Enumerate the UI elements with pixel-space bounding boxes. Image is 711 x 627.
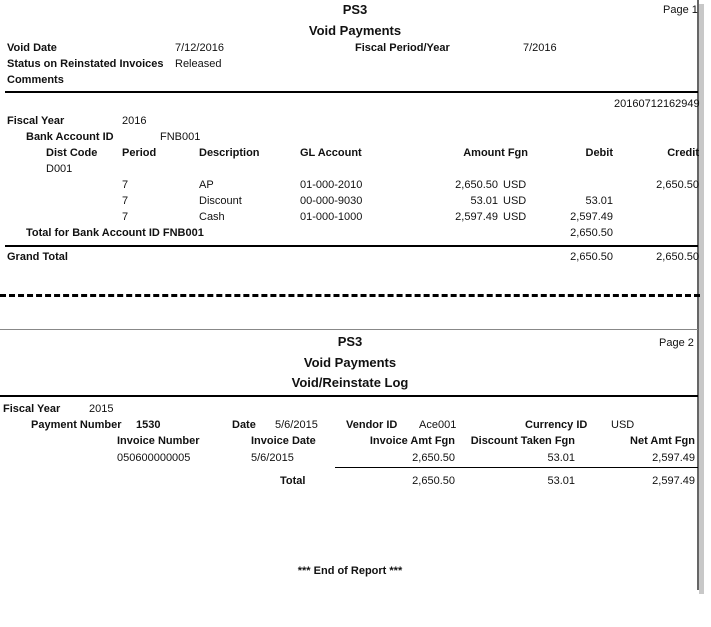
p2-col-invoice-date: Invoice Date (251, 435, 316, 447)
row-gl-account: 01-000-2010 (300, 179, 363, 191)
p1-col-period: Period (122, 147, 157, 159)
p1-grand-total-credit: 2,650.50 (656, 251, 699, 263)
p2-currency-label: Currency ID (525, 419, 588, 431)
row-currency: USD (503, 195, 527, 207)
p1-col-amount-fgn: Amount Fgn (463, 147, 528, 159)
p1-title: Void Payments (308, 23, 402, 38)
row-amount: 2,650.50 (455, 179, 498, 191)
invoice-discount: 53.01 (547, 452, 575, 464)
p1-comments-label: Comments (7, 74, 64, 86)
row-period: 7 (122, 179, 129, 191)
row-period: 7 (122, 211, 129, 223)
p1-status-label: Status on Reinstated Invoices (7, 58, 164, 70)
p1-bank-total-label: Total for Bank Account ID FNB001 (26, 227, 204, 239)
p1-fiscal-period: 7/2016 (523, 42, 557, 54)
page-break-divider (0, 294, 700, 297)
invoice-net: 2,597.49 (652, 452, 695, 464)
p2-fiscal-year: 2015 (89, 403, 114, 415)
p2-company: PS3 (337, 334, 363, 349)
invoice-date: 5/6/2015 (251, 452, 294, 464)
row-currency: USD (503, 179, 527, 191)
row-description: Discount (199, 195, 242, 207)
p2-currency: USD (611, 419, 635, 431)
p1-fiscal-year-label: Fiscal Year (7, 115, 65, 127)
row-period: 7 (122, 195, 129, 207)
p1-fiscal-year: 2016 (122, 115, 147, 127)
p1-header-rule (5, 91, 698, 93)
row-gl-account: 00-000-9030 (300, 195, 363, 207)
torn-paper-edge (0, 578, 711, 627)
page-shadow (699, 4, 704, 594)
p2-top-rule (0, 329, 698, 330)
p2-total-amount: 2,650.50 (412, 475, 455, 487)
p2-header-rule (0, 395, 698, 397)
end-of-report: *** End of Report *** (297, 565, 403, 577)
p2-total-discount: 53.01 (547, 475, 575, 487)
p1-page-number: Page 1 (663, 4, 698, 16)
p2-payment-number: 1530 (136, 419, 161, 431)
p2-col-invoice-amt: Invoice Amt Fgn (369, 435, 455, 447)
p1-company: PS3 (342, 2, 368, 17)
p1-col-dist-code: Dist Code (46, 147, 98, 159)
p1-dist-code: D001 (46, 163, 73, 175)
row-currency: USD (503, 211, 527, 223)
p1-col-description: Description (199, 147, 260, 159)
p2-payment-number-label: Payment Number (31, 419, 122, 431)
row-debit: 2,597.49 (570, 211, 613, 223)
row-amount: 2,597.49 (455, 211, 498, 223)
row-amount: 53.01 (470, 195, 498, 207)
p2-total-net: 2,597.49 (652, 475, 695, 487)
row-debit: 53.01 (585, 195, 613, 207)
p1-void-date-label: Void Date (7, 42, 57, 54)
p1-col-gl-account: GL Account (300, 147, 362, 159)
p2-col-invoice-number: Invoice Number (117, 435, 200, 447)
p2-fiscal-year-label: Fiscal Year (3, 403, 61, 415)
row-description: AP (199, 179, 214, 191)
p1-run-id: 20160712162949 (614, 98, 700, 110)
p2-date: 5/6/2015 (275, 419, 318, 431)
p2-page-number: Page 2 (659, 337, 694, 349)
p1-status: Released (175, 58, 222, 70)
p2-date-label: Date (232, 419, 256, 431)
p1-bank-account-label: Bank Account ID (26, 131, 114, 143)
p1-fiscal-period-label: Fiscal Period/Year (355, 42, 450, 54)
p2-vendor-label: Vendor ID (346, 419, 398, 431)
p2-col-net-amt: Net Amt Fgn (630, 435, 695, 447)
row-credit: 2,650.50 (656, 179, 699, 191)
p1-total-rule (5, 245, 698, 247)
p1-grand-total-label: Grand Total (7, 251, 68, 263)
p2-subtitle: Void/Reinstate Log (291, 375, 409, 390)
row-gl-account: 01-000-1000 (300, 211, 363, 223)
p1-bank-total-debit: 2,650.50 (570, 227, 613, 239)
invoice-number: 050600000005 (117, 452, 191, 464)
p1-grand-total-debit: 2,650.50 (570, 251, 613, 263)
p1-bank-account: FNB001 (160, 131, 201, 143)
p1-col-debit: Debit (585, 147, 613, 159)
p1-void-date: 7/12/2016 (175, 42, 224, 54)
p2-title: Void Payments (303, 355, 397, 370)
p2-col-discount-taken: Discount Taken Fgn (470, 435, 575, 447)
p2-total-rule (335, 467, 698, 468)
invoice-amount: 2,650.50 (412, 452, 455, 464)
row-description: Cash (199, 211, 225, 223)
p2-vendor: Ace001 (419, 419, 457, 431)
p2-total-label: Total (280, 475, 306, 487)
p1-col-credit: Credit (667, 147, 699, 159)
